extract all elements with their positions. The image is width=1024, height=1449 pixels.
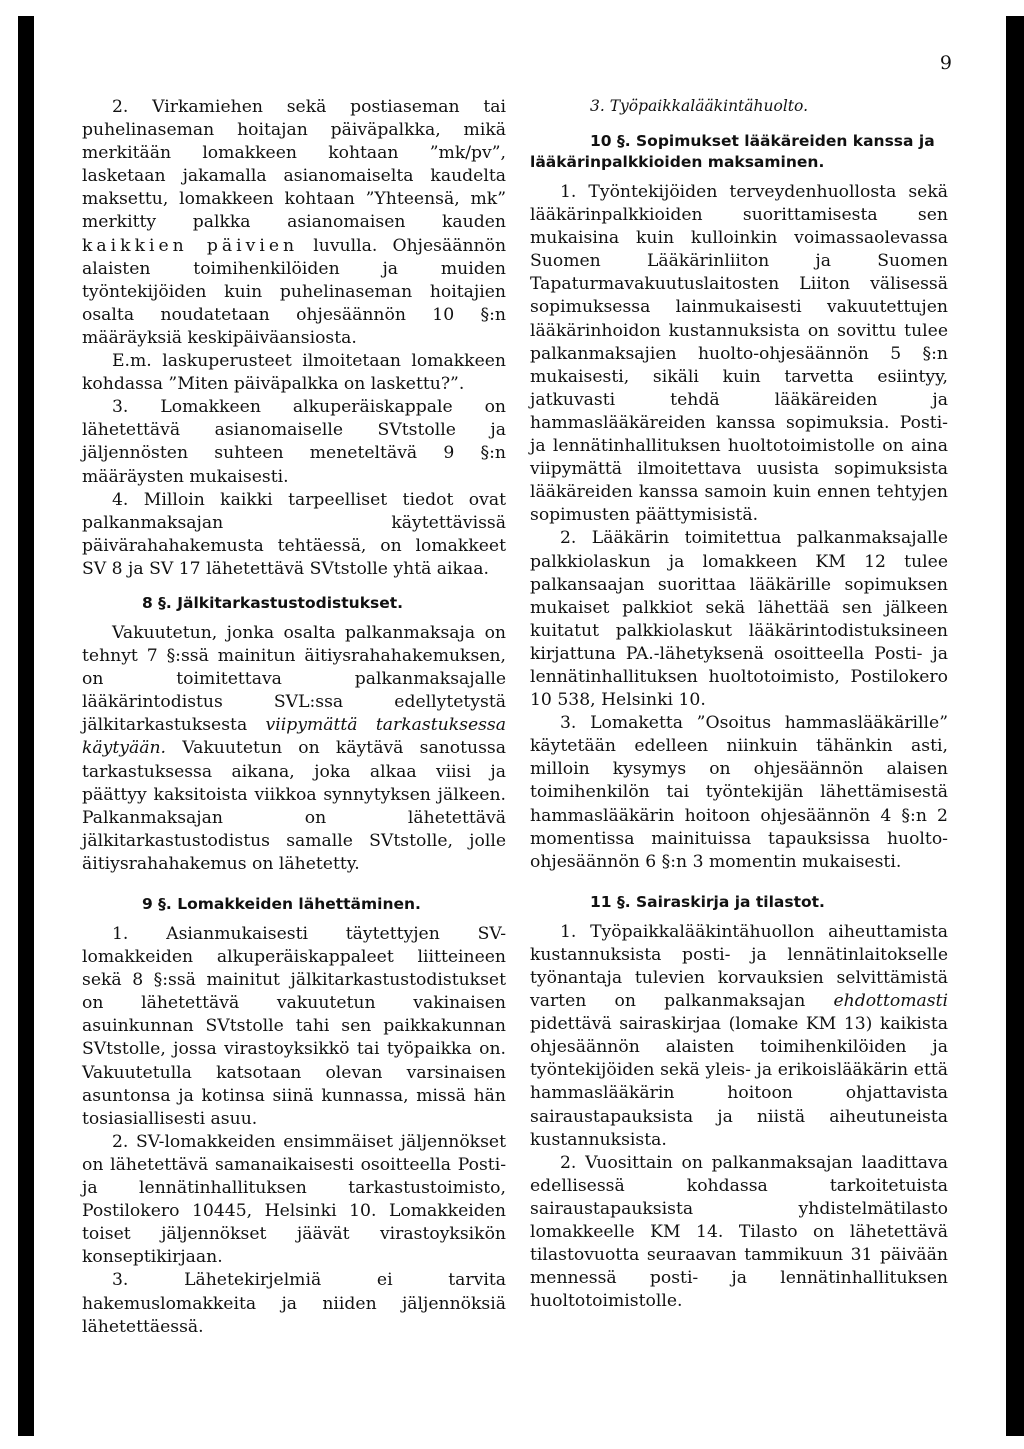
section-8-heading: 8 §. Jälkitarkastustodistukset. [142, 593, 404, 612]
paragraph-10-2: 2. Lääkärin toimitettua palkanmaksajalle palkkiolaskun ja lomakkeen KM 12 tulee palkansaajan suorittaa lääkärille sopimuksen mukaiset palkkiot sekä lähettää sen jälkeen kuitatut palkkiolaskut lääkärintodistuksineen kirjattuna PA.-lähetyksenä osoitteella Posti- ja lennätinhallituksen huoltotoimisto, Postilokero 10 538, Helsinki 10. [530, 528, 948, 711]
paragraph-2 [82, 96, 506, 350]
paragraph-8-end-text: Vakuutetun on käytävä sanotussa tarkastuksessa aikana, joka alkaa viisi ja päättyy kaksitoista viikkoa synnytyksen jälkeen. Palkanmaksajan on lähetettävä jälkitarkastustodistus samalle SVtstolle, jolle äitiysrahahakemus on lähetetty. [82, 738, 506, 874]
paragraph-8-text: Vakuutetun, jonka osalta palkanmaksaja on tehnyt 7 §:ssä mainitun äitiysrahahakemuksen, on toimitettava palkanmaksajalle lääkärintodistus SVL:ssa edellytetystä jälkitarkastuksesta [82, 622, 506, 736]
scan-edge-left [18, 16, 34, 1436]
chapter-3-heading: 3. Työpaikkalääkintähuolto. [590, 97, 808, 115]
scan-edge-right [1006, 16, 1024, 1436]
paragraph-11-2: 2. Vuosittain on palkanmaksajan laadittava edellisessä kohdassa tarkoitetuista sairaustapauksista yhdistelmätilasto lomakkeelle KM 14. Tilasto on lähetettävä tilastovuotta seuraavan tammikuun 31 päivään mennessä posti- ja lennätinhallituksen huoltotoimistolle. [530, 1152, 948, 1312]
left-column [82, 96, 506, 1339]
paragraph-11-1 [530, 921, 948, 1152]
section-10-heading: 10 §. Sopimukset lääkäreiden kanssa ja lääkärinpalkkioiden maksaminen. [530, 132, 935, 171]
paragraph-11-1-text: 1. Työpaikkalääkintähuollon aiheuttamista kustannuksista posti- ja lennätinlaitokselle työnantaja tulevien korvauksien selvittämistä varten on palkanmaksajan [530, 921, 948, 1012]
paragraph-em: E.m. laskuperusteet ilmoitetaan lomakkeen kohdassa ”Miten päiväpalkka on laskettu?”. [82, 351, 506, 395]
paragraph-9-2: 2. SV-lomakkeiden ensimmäiset jäljennökset on lähetettävä samanaikaisesti osoitteella Posti- ja lennätinhallituksen tarkastustoimisto, Postilokero 10445, Helsinki 10. Lomakkeiden toiset jäljennökset jäävät virastoyksikön konseptikirjaan. [82, 1131, 506, 1268]
paragraph-9-3: 3. Lähetekirjelmiä ei tarvita hakemuslomakkeita ja niiden jäljennöksiä lähetettäessä. [82, 1270, 506, 1337]
paragraph-8 [82, 622, 506, 876]
paragraph-2-text: 2. Virkamiehen sekä postiaseman tai puhelinaseman hoitajan päiväpalkka, mikä merkitään lomakkeen kohtaan ”mk/pv”, lasketaan jakamalla asianomaiselta kaudelta maksettu, lomakkeen kohtaan ”Yhteensä, mk” merkitty palkka asianomaisen kauden [82, 97, 506, 233]
paragraph-11-1-italic-text: ehdottomasti [833, 991, 948, 1012]
paragraph-2-end-text: luvulla. Ohjesäännön alaisten toimihenkilöiden ja muiden työntekijöiden kuin puhelinaseman hoitajien osalta noudatetaan ohjesäännön 10 §:n määräyksiä keskipäiväansiosta. [82, 235, 507, 348]
section-9-heading: 9 §. Lomakkeiden lähettäminen. [142, 895, 421, 913]
paragraph-8-italic-text: viipymättä tarkastuksessa käytyään. [82, 715, 506, 759]
paragraph-9-1: 1. Asianmukaisesti täytettyjen SV-lomakkeiden alkuperäiskappaleet liitteineen sekä 8 §:ssä mainitut jälkitarkastustodistukset on lähetettävä vakuutetun vakinaisen asuinkunnan SVtstolle tahi sen paikkakunnan SVtstolle, jossa virastoyksikkö tai työpaikka on. Vakuutetulla katsotaan olevan varsinaisen asuntonsa ja kotinsa siinä kunnassa, missä hän tosiasiallisesti asuu. [82, 924, 506, 1129]
paragraph-2-spaced-text: kaikkien päivien [82, 235, 299, 256]
paragraph-10-3: 3. Lomaketta ”Osoitus hammaslääkärille” käytetään edelleen niinkuin tähänkin asti, milloin kysymys on ohjesäännön alaisen toimihenkilön tai työntekijän lähettämisestä hammaslääkärin hoitoon ohjesäännön 4 §:n 2 momentissa mainituissa tapauksissa huolto-ohjesäännön 6 §:n 3 momentin mukaisesti. [530, 713, 948, 872]
paragraph-4: 4. Milloin kaikki tarpeelliset tiedot ovat palkanmaksajan käytettävissä päivärahahakemusta tehtäessä, on lomakkeet SV 8 ja SV 17 lähetettävä SVtstolle yhtä aikaa. [82, 489, 506, 579]
paragraph-3: 3. Lomakkeen alkuperäiskappale on lähetettävä asianomaiselle SVtstolle ja jäljennösten suhteen meneteltävä 9 §:n määräysten mukaisesti. [82, 397, 506, 487]
page-number: 9 [939, 52, 952, 74]
paragraph-10-1: 1. Työntekijöiden terveydenhuollosta sekä lääkärinpalkkioiden suorittamisesta sen mukaisina kuin kulloinkin voimassaolevassa Suomen Lääkärinliiton ja Suomen Tapaturmavakuutuslaitosten Liiton välisessä sopimuksessa lainmukaisesti vakuutettujen lääkärinhoidon kustannuksista on sovittu tulee palkanmaksajien huolto-ohjesäännön 5 §:n mukaisesti, sikäli kuin tarvetta esiintyy, jatkuvasti tehdä lääkäreiden ja hammaslääkäreiden kanssa sopimuksia. Posti- ja lennätinhallituksen huoltotoimistolle on aina viipymättä ilmoitettava uusista sopimuksista lääkäreiden kanssa samoin kuin ennen tehtyjen sopimusten päättymisistä. [530, 182, 948, 526]
right-column [530, 96, 948, 1313]
paragraph-11-1-end-text: pidettävä sairaskirjaa (lomake KM 13) kaikista ohjesäännön alaisten toimihenkilöiden ja työntekijöiden sekä yleis- ja erikoislääkärin että hammaslääkärin hoitoon ohjattavista sairaustapauksista ja niistä aiheutuneista kustannuksista. [530, 1014, 948, 1150]
section-11-heading: 11 §. Sairaskirja ja tilastot. [590, 892, 825, 911]
